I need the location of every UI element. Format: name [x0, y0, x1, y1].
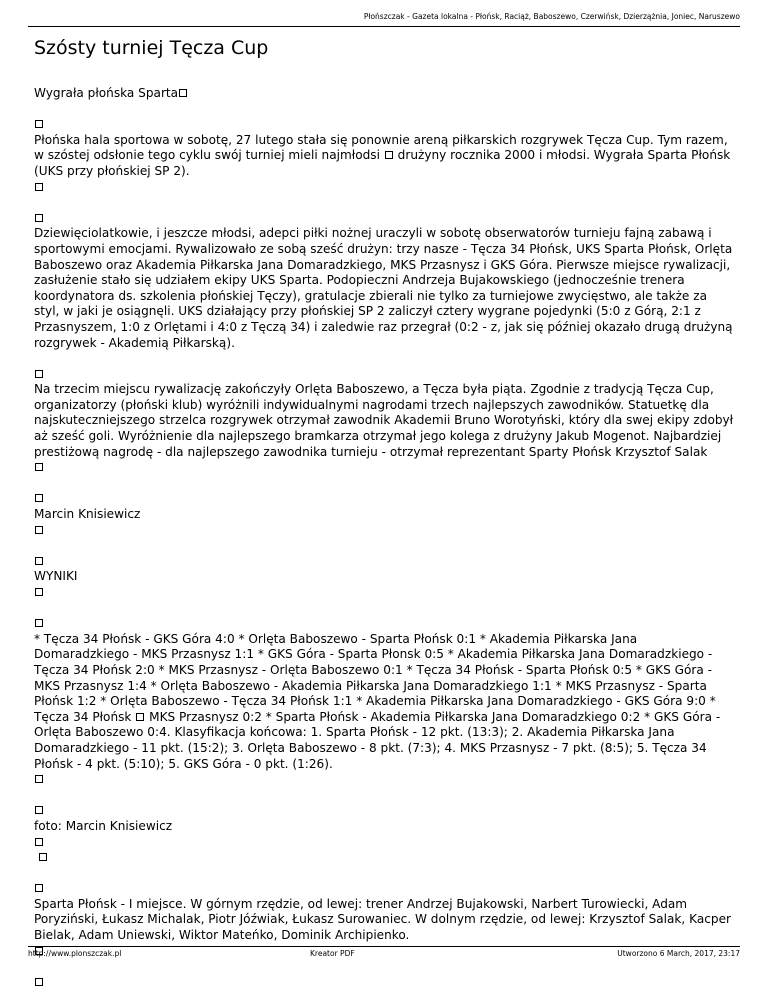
missing-glyph-icon: [35, 183, 43, 191]
image-placeholder-icon: [39, 853, 47, 861]
paragraph-2-text: Dziewięciolatkowie, i jeszcze młodsi, adepci piłki nożnej uraczyli w sobotę obserwatorów turnieju fajną zabawą i sportowymi emocjami. Rywalizowało ze sobą sześć drużyn: trzy nasze - Tęcza 34 Płońsk, UKS Sparta Płońsk, Orlęta Baboszewo oraz Akademia Piłkarska Jana Domaradzkiego, MKS Przasnysz i GKS Góra. Pierwsze miejsce rywalizacji, zasłużenie stało się udziałem ekipy UKS Sparta. Podopieczni Andrzeja Bujakowskiego (jednocześnie trenera koordynatora ds. szkolenia płońskiej Tęczy), gratulacje zbierali nie tylko za turniejowe zwycięstwo, ale także za styl, w jaki je osiągnęli. UKS działający przy płońskiej SP 2 zaliczył cztery wygrane pojedynki (5:0 z Górą, 2:1 z Przasnyszem, 1:0 z Orlętami i 4:0 z Tęczą 34) i zaledwie raz przegrał (0:2 - z, jak się później okazało drugą drużyną rozgrywek - Akademią Piłkarską).: [34, 226, 733, 350]
paragraph-2: [34, 211, 734, 351]
results-text-a: * Tęcza 34 Płońsk - GKS Góra 4:0 * Orlęta Baboszewo - Sparta Płońsk 0:1 * Akademia Piłkarska Jana Domaradzkiego - MKS Przasnysz 1:1 * GKS Góra - Sparta Płonsk 0:5 * Akademia Piłkarska Jana Domaradzkiego - Tęcza 34 Płońsk 2:0 * MKS Przasnysz - Orlęta Baboszewo 0:1 * Tęcza 34 Płońsk - Sparta Płońsk 0:5 * GKS Góra - MKS Przasnysz 1:4 * Orlęta Baboszewo - Akademia Piłkarska Jana Domaradzkiego 1:1 * MKS Przasnysz - Sparta Płońsk 1:2 * Orlęta Baboszewo - Tęcza 34 Płońsk 1:1 * Akademia Piłkarska Jana Domaradzkiego - GKS Góra 9:0 * Tęcza 34 Płońsk: [34, 631, 716, 724]
missing-glyph-icon: [35, 557, 43, 565]
lead-paragraph: [34, 86, 734, 102]
results-heading: WYNIKI: [34, 569, 78, 584]
missing-glyph-icon: [35, 370, 43, 378]
author-name: Marcin Knisiewicz: [34, 507, 141, 522]
paragraph-3: [34, 367, 734, 476]
missing-glyph-icon: [35, 120, 43, 128]
trailing-block: [34, 975, 734, 991]
results-block: [34, 616, 734, 788]
missing-glyph-icon: [179, 89, 187, 97]
missing-glyph-icon: [35, 806, 43, 814]
page-header: [28, 10, 740, 27]
missing-glyph-icon: [35, 526, 43, 534]
footer-generator: Kreator PDF: [310, 949, 355, 958]
missing-glyph-icon: [385, 151, 393, 159]
paragraph-1: [34, 117, 734, 195]
photo-credit: foto: Marcin Knisiewicz: [34, 818, 173, 833]
paragraph-1-text-a: Płońska hala sportowa w sobotę, 27 lutego stała się ponownie areną piłkarskich rozgrywek Tęcza Cup. Tym razem, w szóstej odsłonie tego cyklu swój turniej mieli najmłodsi: [34, 132, 728, 163]
missing-glyph-icon: [35, 978, 43, 986]
article-title: Szósty turniej Tęcza Cup: [34, 37, 269, 59]
missing-glyph-icon: [35, 494, 43, 502]
author-block: [34, 491, 734, 538]
missing-glyph-icon: [136, 713, 144, 721]
photo-credit-block: [34, 803, 734, 865]
paragraph-1-text-b: drużyny rocznika 2000 i młodsi. Wygrała Sparta Płońsk (UKS przy płońskiej SP 2).: [34, 148, 731, 178]
results-text-b: MKS Przasnysz 0:2 * Sparta Płońsk - Akademia Piłkarska Jana Domaradzkiego 0:2 * GKS Góra - Orlęta Baboszewo 0:4. Klasyfikacja końcowa: 1. Sparta Płońsk - 12 pkt. (13:3); 2. Akademia Piłkarska Jana Domaradzkiego - 11 pkt. (15:2); 3. Orlęta Baboszewo - 8 pkt. (7:3); 4. MKS Przasnysz - 7 pkt. (8:5); 5. Tęcza 34 Płońsk - 4 pkt. (5:10); 5. GKS Góra - 0 pkt. (1:26).: [34, 709, 721, 771]
article-body: [34, 86, 734, 990]
missing-glyph-icon: [35, 463, 43, 471]
missing-glyph-icon: [35, 214, 43, 222]
missing-glyph-icon: [35, 588, 43, 596]
missing-glyph-icon: [35, 775, 43, 783]
page-footer: [28, 946, 740, 959]
missing-glyph-icon: [35, 619, 43, 627]
footer-created: Utworzono 6 March, 2017, 23:17: [617, 949, 740, 958]
footer-url: http://www.plonszczak.pl: [28, 949, 122, 958]
results-heading-block: [34, 554, 734, 601]
paragraph-3-text: Na trzecim miejscu rywalizację zakończyły Orlęta Baboszewo, a Tęcza była piąta. Zgodnie z tradycją Tęcza Cup, organizatorzy (płoński klub) wyróżnili indywidualnymi nagrodami trzech najlepszych zawodników. Statuetkę dla najskuteczniejszego strzelca rozgrywek otrzymał zawodnik Akademii Bruno Worotyński, który dla swej ekipy zdobył aż sześć goli. Wyróżnienie dla najlepszego bramkarza otrzymał jego kolega z drużyny Jakub Mogenot. Najbardziej prestiżową nagrodę - dla najlepszego zawodnika turnieju - otrzymał reprezentant Sparty Płońsk Krzysztof Salak: [34, 382, 734, 459]
header-text: Płońszczak - Gazeta lokalna - Płońsk, Raciąż, Baboszewo, Czerwińsk, Dzierzążnia, Joniec, Naruszewo: [363, 12, 740, 21]
missing-glyph-icon: [35, 884, 43, 892]
lead-text: Wygrała płońska Sparta: [34, 86, 179, 100]
missing-glyph-icon: [35, 838, 43, 846]
photo-caption: Sparta Płońsk - I miejsce. W górnym rzędzie, od lewej: trener Andrzej Bujakowski, Narbert Turowiecki, Adam Poryziński, Łukasz Michalak, Piotr Jóźwiak, Łukasz Surowaniec. W dolnym rzędzie, od lewej: Krzysztof Salak, Kacper Bielak, Adam Uniewski, Wiktor Mateńko, Dominik Archipienko.: [34, 896, 731, 943]
